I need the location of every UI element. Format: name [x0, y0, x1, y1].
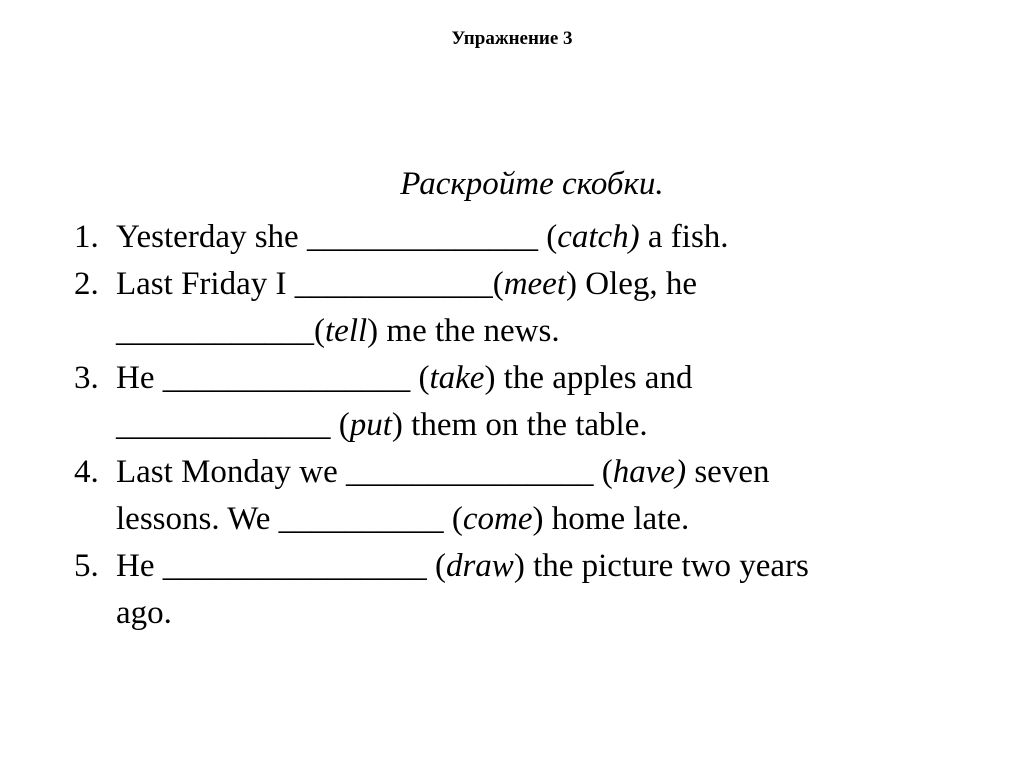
- item-number: 5.: [74, 548, 99, 584]
- sentence-text: seven: [686, 454, 770, 490]
- sentence-text: ) home late.: [532, 501, 690, 537]
- exercise-item: [74, 214, 974, 261]
- verb-hint: meet: [503, 266, 566, 302]
- verb-hint: have): [612, 454, 687, 490]
- sentence-text: ) Oleg, he: [566, 266, 698, 302]
- sentence-text: ago.: [116, 595, 172, 631]
- sentence-line: [116, 449, 974, 496]
- verb-hint: tell: [325, 313, 368, 349]
- item-number: 4.: [74, 454, 99, 490]
- verb-hint: take: [429, 360, 485, 396]
- sentence-line: [116, 355, 974, 402]
- verb-hint: come: [462, 501, 533, 537]
- sentence-line: [116, 590, 974, 637]
- sentence-text: He _______________ (: [116, 360, 430, 396]
- sentence-text: Yesterday she ______________ (: [116, 219, 558, 255]
- sentence-text: ) the picture two years: [513, 548, 809, 584]
- sentence-line: [116, 543, 974, 590]
- exercise-item: [74, 355, 974, 449]
- verb-hint: draw: [445, 548, 514, 584]
- exercise-item: [74, 543, 974, 637]
- verb-hint: put: [349, 407, 392, 443]
- verb-hint: catch): [557, 219, 640, 255]
- sentence-text: He ________________ (: [116, 548, 446, 584]
- sentence-text: ) me the news.: [367, 313, 560, 349]
- sentence-text: lessons. We __________ (: [116, 501, 463, 537]
- sentence-text: _____________ (: [116, 407, 350, 443]
- item-number: 2.: [74, 266, 99, 302]
- sentence-text: a fish.: [639, 219, 729, 255]
- sentence-line: [116, 496, 974, 543]
- exercise-item: [74, 449, 974, 543]
- sentence-line: [116, 402, 974, 449]
- instruction-text: Раскройте скобки.: [400, 166, 664, 202]
- sentence-text: Last Friday I ____________(: [116, 266, 504, 302]
- exercise-list: [74, 214, 974, 637]
- exercise-item: [74, 261, 974, 355]
- page-title: Упражнение 3: [451, 28, 573, 49]
- item-number: 3.: [74, 360, 99, 396]
- sentence-text: ) the apples and: [484, 360, 693, 396]
- sentence-text: ) them on the table.: [391, 407, 648, 443]
- sentence-line: [116, 214, 974, 261]
- item-number: 1.: [74, 219, 99, 255]
- sentence-text: Last Monday we _______________ (: [116, 454, 613, 490]
- sentence-text: ____________(: [116, 313, 325, 349]
- sentence-line: [116, 308, 974, 355]
- sentence-line: [116, 261, 974, 308]
